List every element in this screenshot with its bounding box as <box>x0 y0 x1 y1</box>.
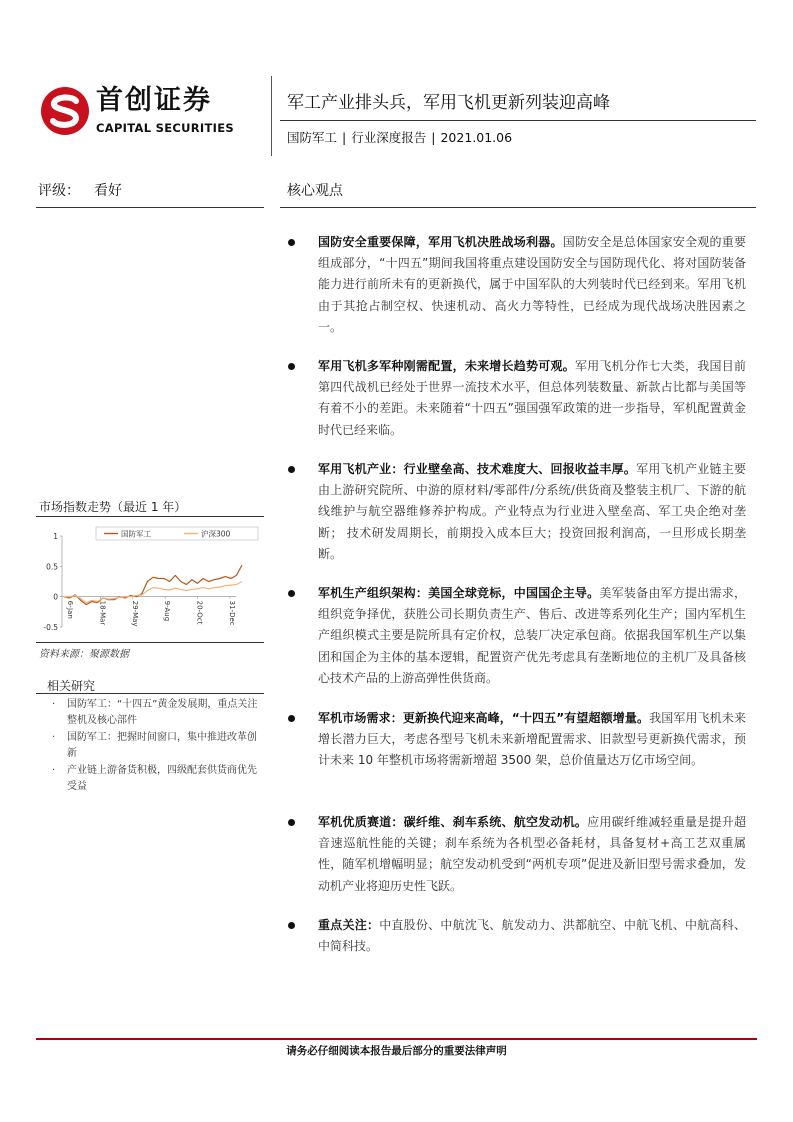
related-research-text: 国防军工：把握时间窗口，集中推进改革创新 <box>67 732 257 759</box>
legend-label: 国防军工 <box>121 529 151 539</box>
report-date: 2021.01.06 <box>440 130 513 145</box>
core-view-bullet <box>318 459 746 565</box>
related-research-item <box>52 730 264 761</box>
series-line-csi300 <box>64 582 242 603</box>
report-type: 行业深度报告 <box>351 130 427 145</box>
header-rule <box>280 120 756 121</box>
x-tick-label: 9-Aug <box>163 600 172 622</box>
x-tick-label: 6-Jan <box>66 600 74 619</box>
bullet-lead: 国防安全重要保障，军用飞机决胜战场利器。 <box>318 235 563 249</box>
bullet-lead: 军用飞机多军种刚需配置，未来增长趋势可观。 <box>318 359 575 373</box>
list-marker: · <box>52 699 56 710</box>
logo-english-name: CAPITAL SECURITIES <box>96 121 234 135</box>
core-view-bullet <box>318 708 746 772</box>
bullet-dot-icon <box>288 922 295 929</box>
bullet-dot-icon <box>288 466 295 473</box>
bullet-body: 我国军用飞机未来增长潜力巨大，考虑各型号飞机未来新增配置需求、旧款型号更新换代需求，预计未来 10 年整机市场将需新增超 3500 架，总价值量达万亿市场空间。 <box>318 711 746 768</box>
related-research-text: 产业链上游备货积极，四级配套供货商优先受益 <box>67 765 257 792</box>
footer-rule <box>36 1038 757 1040</box>
related-research-text: 国防军工：“十四五”黄金发展期，重点关注整机及核心部件 <box>67 699 258 726</box>
bullet-body: 应用碳纤维减轻重量是提升超音速巡航性能的关键；刹车系统为各机型必备耗材，具备复材+高工艺双重属性，随军机增幅明显；航空发动机受到“两机专项”促进及新旧型号需求叠加，发动机产业将迎历史性飞跃。 <box>318 815 746 893</box>
section-rule <box>36 207 264 208</box>
report-title: 军工产业排头兵，军用飞机更新列装迎高峰 <box>287 93 610 113</box>
legal-notice: 请务必仔细阅读本报告最后部分的重要法律声明 <box>286 1045 507 1057</box>
related-research-title: 相关研究 <box>47 679 96 693</box>
x-tick-label: 18-Mar <box>98 600 107 626</box>
meta-separator: | <box>431 130 436 145</box>
chart-rule <box>36 642 264 643</box>
y-tick-label: 0.5 <box>46 562 58 572</box>
bullet-lead: 重点关注： <box>318 918 380 932</box>
report-sector: 国防军工 <box>287 130 338 145</box>
rating-label: 评级： <box>38 183 80 199</box>
y-tick-label: 1 <box>53 532 58 541</box>
bullet-lead: 军用飞机产业：行业壁垒高、技术难度大、回报收益丰厚。 <box>318 462 637 476</box>
y-tick-label: 0 <box>53 592 58 602</box>
capital-securities-logo-icon <box>40 86 90 136</box>
x-tick-label: 29-May <box>130 600 139 627</box>
meta-separator: | <box>342 130 347 145</box>
bullet-body: 军用飞机产业链主要由上游研究院所、中游的原材料/零部件/分系统/供货商及整装主机厂、下游的航线维护与航空器维修养护构成。产业特点为行业进入壁垒高、军工央企绝对垄断； 技术研发周期长，前期投入成本巨大；投资回报利润高，一旦形成长期垄断。 <box>318 462 746 561</box>
section-rule <box>280 207 756 208</box>
core-view-bullet <box>318 356 746 441</box>
bullet-dot-icon <box>288 819 295 826</box>
core-view-bullet <box>318 812 746 897</box>
bullet-dot-icon <box>288 363 295 370</box>
bullet-dot-icon <box>288 590 295 597</box>
x-tick-label: 31-Dec <box>228 600 236 626</box>
series-line-defense <box>64 565 242 605</box>
bullet-dot-icon <box>288 239 295 246</box>
bullet-lead: 军机市场需求：更新换代迎来高峰，“十四五”有望超额增量。 <box>318 711 650 725</box>
core-view-bullet <box>318 232 746 338</box>
related-research-item <box>52 763 264 794</box>
bullet-body: 美军装备由军方提出需求，组织竞争择优，获胜公司长期负责生产、售后、改进等系列化生产；国内军机生产组织模式主要是院所具有定价权，总装厂决定承包商。依据我国军机生产以集团和国企为主体的基本逻辑，配置资产优先考虑具有垄断地位的主机厂及具备核心技术产品的上游高弹性供货商。 <box>318 586 746 685</box>
bullet-body: 中直股份、中航沈飞、航发动力、洪都航空、中航飞机、中航高科、中简科技。 <box>318 918 746 954</box>
list-marker: · <box>52 765 56 776</box>
rating <box>38 180 122 200</box>
related-research-list <box>52 697 264 796</box>
header-divider <box>271 76 272 156</box>
bullet-lead: 军机优质赛道：碳纤维、刹车系统、航空发动机。 <box>318 815 588 829</box>
list-marker: · <box>52 732 56 743</box>
related-research-item <box>52 697 264 728</box>
x-tick-label: 20-Oct <box>195 600 204 625</box>
report-meta <box>287 128 512 146</box>
market-chart-title: 市场指数走势（最近 1 年） <box>39 500 187 514</box>
core-view-bullet <box>318 583 746 689</box>
logo-chinese-name: 首创证券 <box>96 85 212 116</box>
bullet-body: 国防安全是总体国家安全观的重要组成部分，“十四五”期间我国将重点建设国防安全与国防现代化、将对国防装备能力进行前所未有的更新换代，属于中国军队的大列装时代已经到来。军用飞机由于其抢占制空权、快速机动、高火力等特性，已经成为现代战场决胜因素之一。 <box>318 235 746 334</box>
core-view-title: 核心观点 <box>287 183 343 199</box>
bullet-lead: 军机生产组织架构：美国全球竞标，中国国企主导。 <box>318 586 600 600</box>
related-research-rule <box>36 693 264 694</box>
bullet-dot-icon <box>288 715 295 722</box>
legend-label: 沪深300 <box>201 529 231 539</box>
y-tick-label: -0.5 <box>43 623 58 632</box>
core-view-bullet <box>318 915 746 957</box>
bullet-body: 军用飞机分作七大类，我国目前第四代战机已经处于世界一流技术水平，但总体列装数量、新款占比都与美国等有着不小的差距。未来随着“十四五”强国强军政策的进一步指导，军机配置黄金时代已经来临。 <box>318 359 746 437</box>
rating-value: 看好 <box>94 183 122 199</box>
market-index-chart <box>36 517 266 642</box>
chart-source: 资料来源：聚源数据 <box>39 649 129 660</box>
